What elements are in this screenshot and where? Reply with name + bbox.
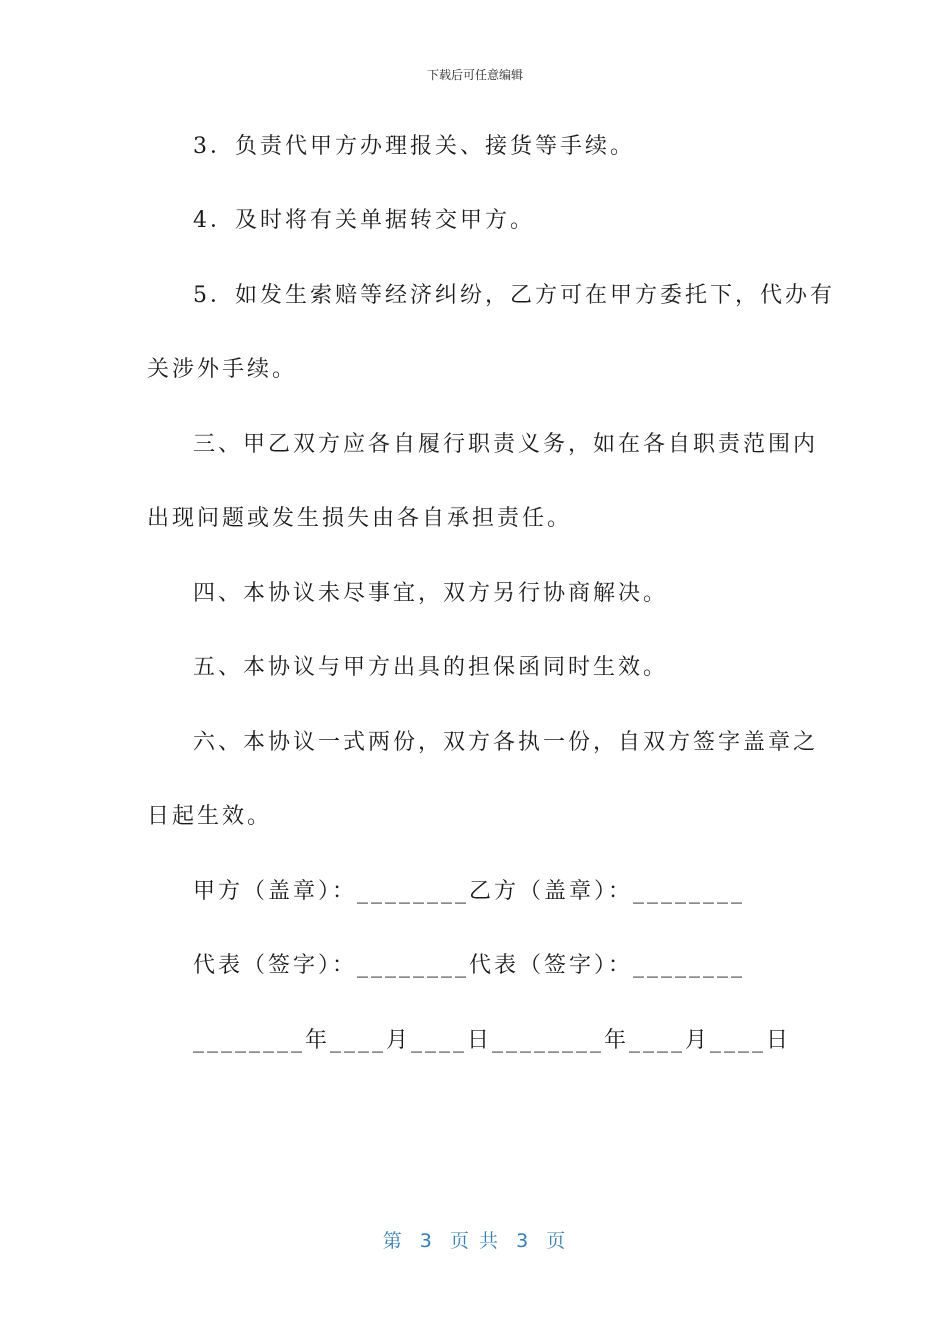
paragraph-line: 六、本协议一式两份，双方各执一份，自双方签字盖章之	[193, 730, 819, 755]
signature-line-date: ________年____月____日________年____月____日	[193, 1028, 792, 1053]
paragraph-line: 5．如发生索赔等经济纠纷，乙方可在甲方委托下，代办有	[193, 283, 835, 308]
paragraph-line: 3．负责代甲方办理报关、接货等手续。	[193, 134, 635, 159]
paragraph-line: 出现问题或发生损失由各自承担责任。	[147, 506, 573, 531]
paragraph-line: 三、甲乙双方应各自履行职责义务，如在各自职责范围内	[193, 432, 819, 457]
paragraph-line: 关涉外手续。	[147, 357, 298, 382]
signature-line-party: 甲方（盖章）：________乙方（盖章）：________	[193, 879, 746, 904]
paragraph-line: 四、本协议未尽事宜，双方另行协商解决。	[193, 581, 669, 606]
paragraph-line: 4．及时将有关单据转交甲方。	[193, 208, 535, 233]
page-number: 第 3 页 共 3 页	[382, 1230, 568, 1252]
paragraph-line: 五、本协议与甲方出具的担保函同时生效。	[193, 655, 669, 680]
header-note: 下载后可任意编辑	[426, 68, 523, 82]
paragraph-line: 日起生效。	[147, 804, 273, 829]
signature-line-representative: 代表（签字）：________代表（签字）：________	[193, 953, 746, 978]
